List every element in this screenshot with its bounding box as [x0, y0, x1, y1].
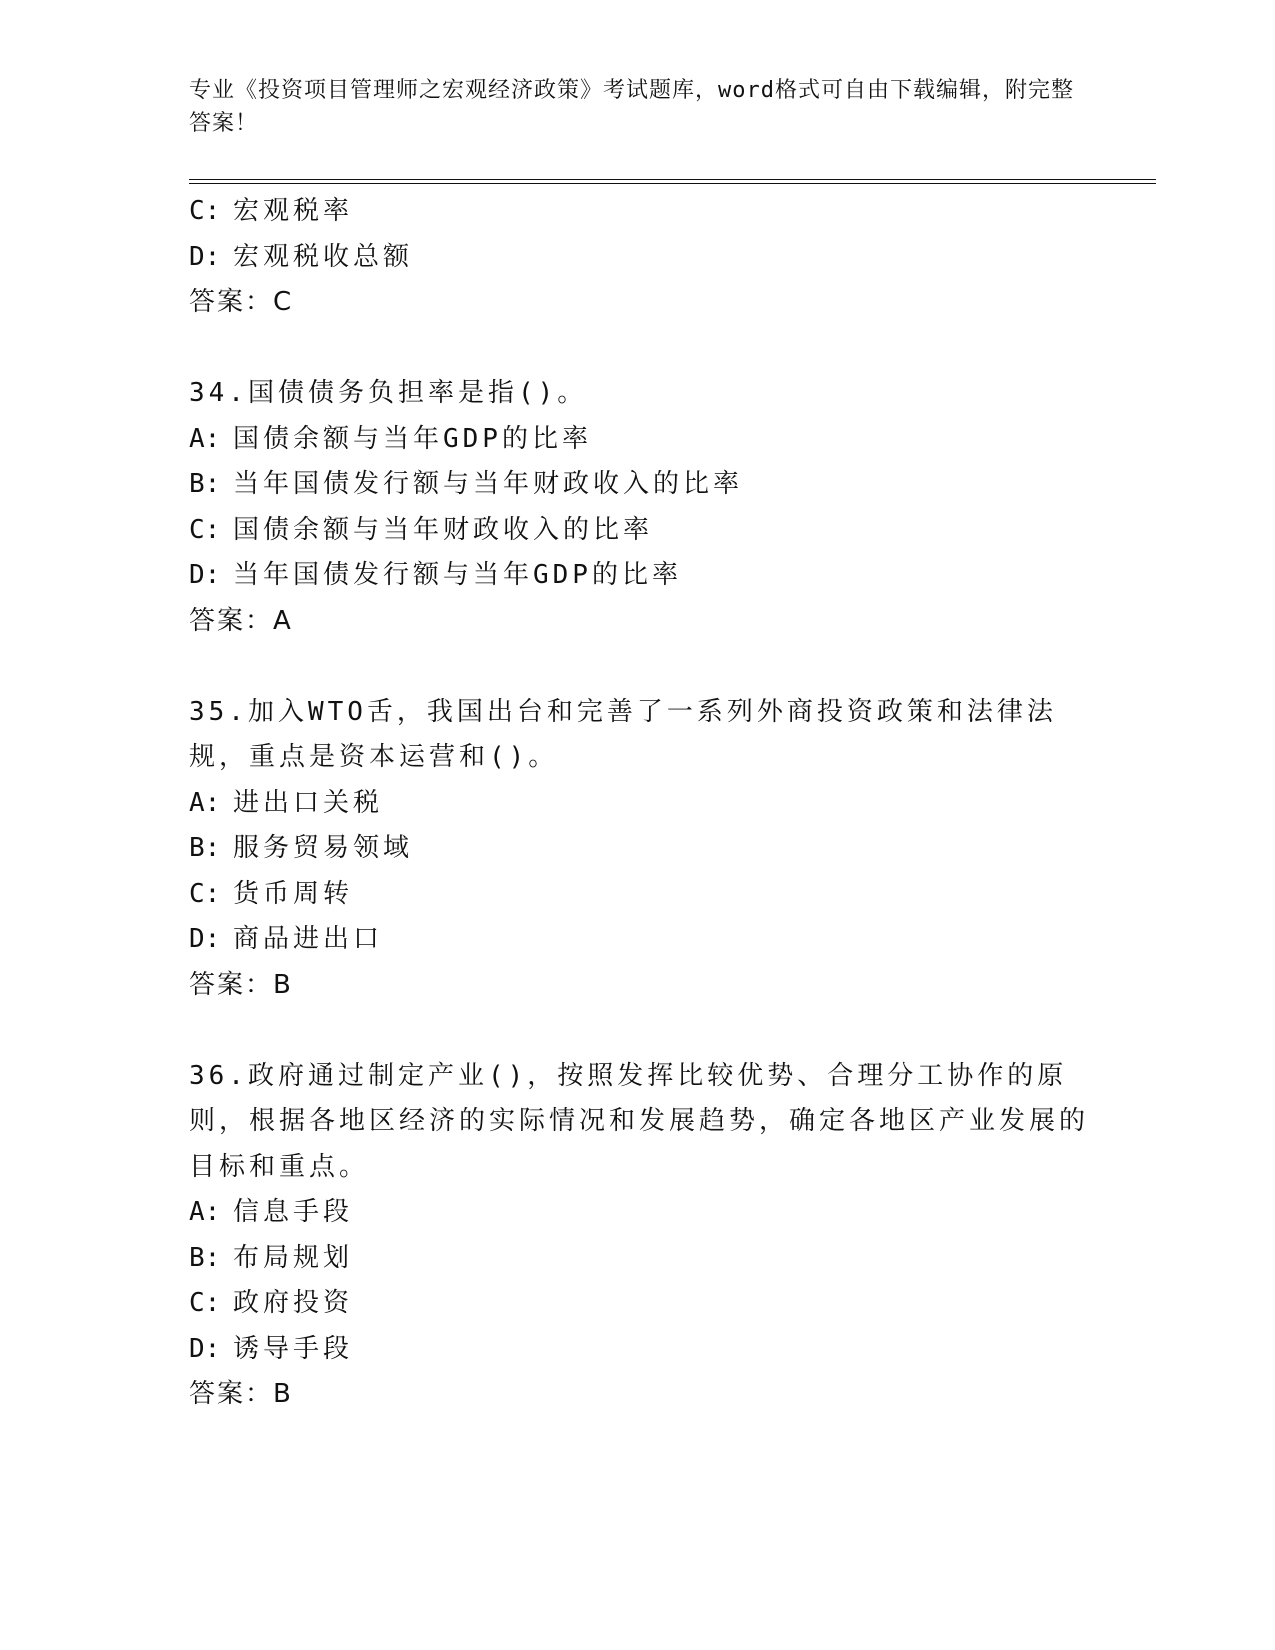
option-text: 服务贸易领域	[233, 833, 414, 863]
answer-line: 答案：C	[189, 287, 294, 317]
option-text: 货币周转	[233, 878, 354, 909]
option-text: 当年国债发行额与当年GDP的比率	[233, 560, 682, 590]
answer-line: 答案：A	[189, 605, 293, 636]
option-prefix: A:	[189, 423, 221, 454]
option-prefix: B:	[189, 469, 221, 499]
spacer	[189, 1008, 1089, 1054]
option-prefix: B:	[189, 1242, 221, 1273]
option-b	[189, 826, 1089, 872]
option-text: 进出口关税	[233, 787, 384, 818]
option-a	[189, 1190, 1089, 1236]
question-list	[189, 189, 1089, 1418]
option-text: 国债余额与当年GDP的比率	[233, 423, 592, 454]
option-prefix: C:	[189, 1288, 221, 1318]
option-a	[189, 417, 1089, 463]
option-text: 诱导手段	[233, 1333, 354, 1364]
option-d	[189, 553, 1089, 599]
option-prefix: B:	[189, 833, 221, 863]
option-d	[189, 917, 1089, 963]
header-divider-top	[189, 179, 1156, 180]
option-prefix: C:	[189, 196, 221, 226]
option-text: 当年国债发行额与当年财政收入的比率	[233, 469, 744, 499]
answer-line: 答案：B	[189, 969, 293, 1000]
option-d	[189, 235, 1089, 281]
option-text: 政府投资	[233, 1288, 354, 1318]
option-prefix: D:	[189, 560, 221, 590]
spacer	[189, 644, 1089, 690]
question-text: 35.加入WTO舌，我国出台和完善了一系列外商投资政策和法律法规，重点是资本运营和()。	[189, 696, 1057, 772]
option-prefix: D:	[189, 241, 221, 272]
option-c	[189, 1281, 1089, 1327]
option-prefix: A:	[189, 1197, 221, 1227]
option-prefix: D:	[189, 924, 221, 954]
option-prefix: C:	[189, 878, 221, 909]
option-text: 宏观税率	[233, 196, 354, 226]
option-d	[189, 1327, 1089, 1373]
header-divider-bottom	[189, 183, 1156, 184]
option-text: 宏观税收总额	[233, 241, 414, 272]
question-text: 36.政府通过制定产业()，按照发挥比较优势、合理分工协作的原则，根据各地区经济的实际情况和发展趋势，确定各地区产业发展的目标和重点。	[189, 1060, 1090, 1182]
option-b	[189, 462, 1089, 508]
option-prefix: D:	[189, 1333, 221, 1364]
page-header: 专业《投资项目管理师之宏观经济政策》考试题库，word格式可自由下载编辑，附完整答案！	[189, 78, 1074, 136]
option-text: 布局规划	[233, 1242, 354, 1273]
question-text: 34.国债债务负担率是指()。	[189, 378, 588, 408]
option-text: 商品进出口	[233, 924, 384, 954]
option-a	[189, 781, 1089, 827]
option-c	[189, 508, 1089, 554]
option-c	[189, 189, 1089, 235]
spacer	[189, 326, 1089, 372]
option-prefix: A:	[189, 787, 221, 818]
option-b	[189, 1236, 1089, 1282]
option-text: 国债余额与当年财政收入的比率	[233, 514, 654, 545]
option-prefix: C:	[189, 514, 221, 545]
answer-line: 答案：B	[189, 1379, 293, 1409]
option-text: 信息手段	[233, 1197, 354, 1227]
option-c	[189, 872, 1089, 918]
